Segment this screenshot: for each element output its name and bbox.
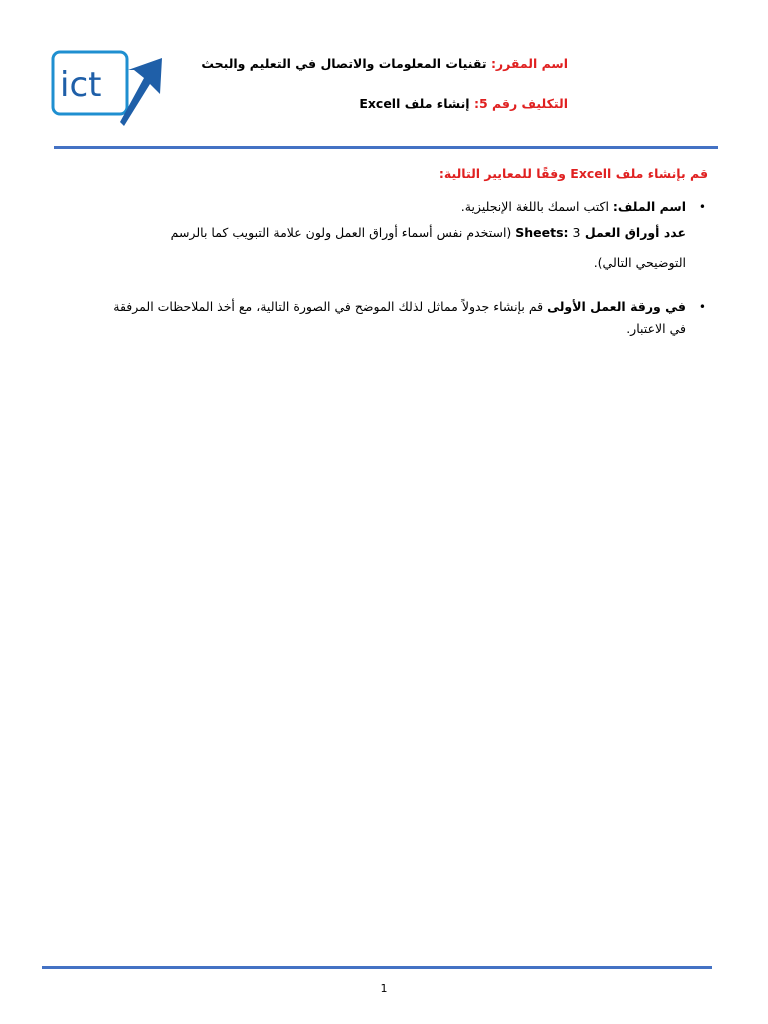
course-name: تقنيات المعلومات والاتصال في التعليم والبحث [201, 56, 491, 71]
sheets-text-line2: التوضيحي التالي). [593, 255, 686, 270]
file-name-text: اكتب اسمك باللغة الإنجليزية. [460, 199, 613, 214]
header-divider [54, 146, 718, 149]
assignment-line [168, 94, 568, 114]
footer-divider [42, 966, 712, 969]
assignment-label: التكليف رقم 5: [473, 96, 568, 111]
criteria-list [88, 196, 708, 340]
document-body [88, 164, 708, 340]
ict-logo-icon [50, 48, 166, 128]
logo-text: ict [60, 65, 102, 105]
first-sheet-text-line1: قم بإنشاء جدولاً مماثل لذلك الموضح في الصورة التالية، مع أخذ الملاحظات المرفقة [113, 299, 548, 314]
list-spacer [88, 278, 708, 296]
sheets-label: عدد أوراق العمل Sheets: [515, 225, 686, 240]
bullet-icon: • [698, 200, 706, 214]
page-number: 1 [380, 982, 388, 995]
list-item [88, 196, 708, 278]
first-sheet-text-line2: في الاعتبار. [626, 321, 686, 336]
document-header [168, 54, 568, 114]
course-label: اسم المقرر: [490, 56, 568, 71]
file-name-label: اسم الملف: [612, 199, 686, 214]
list-item [88, 296, 708, 340]
first-sheet-label: في ورقة العمل الأولى [547, 299, 686, 314]
ict-logo [50, 48, 166, 128]
sheets-text-line1: 3 (استخدم نفس أسماء أوراق العمل ولون علامة التبويب كما بالرسم [170, 225, 581, 240]
assignment-title: إنشاء ملف Excell [359, 96, 474, 111]
intro-heading: قم بإنشاء ملف Excell وفقًا للمعايير التالية: [438, 166, 708, 181]
course-line [168, 54, 568, 74]
bullet-icon: • [698, 300, 706, 314]
sheets-criterion [88, 218, 686, 278]
